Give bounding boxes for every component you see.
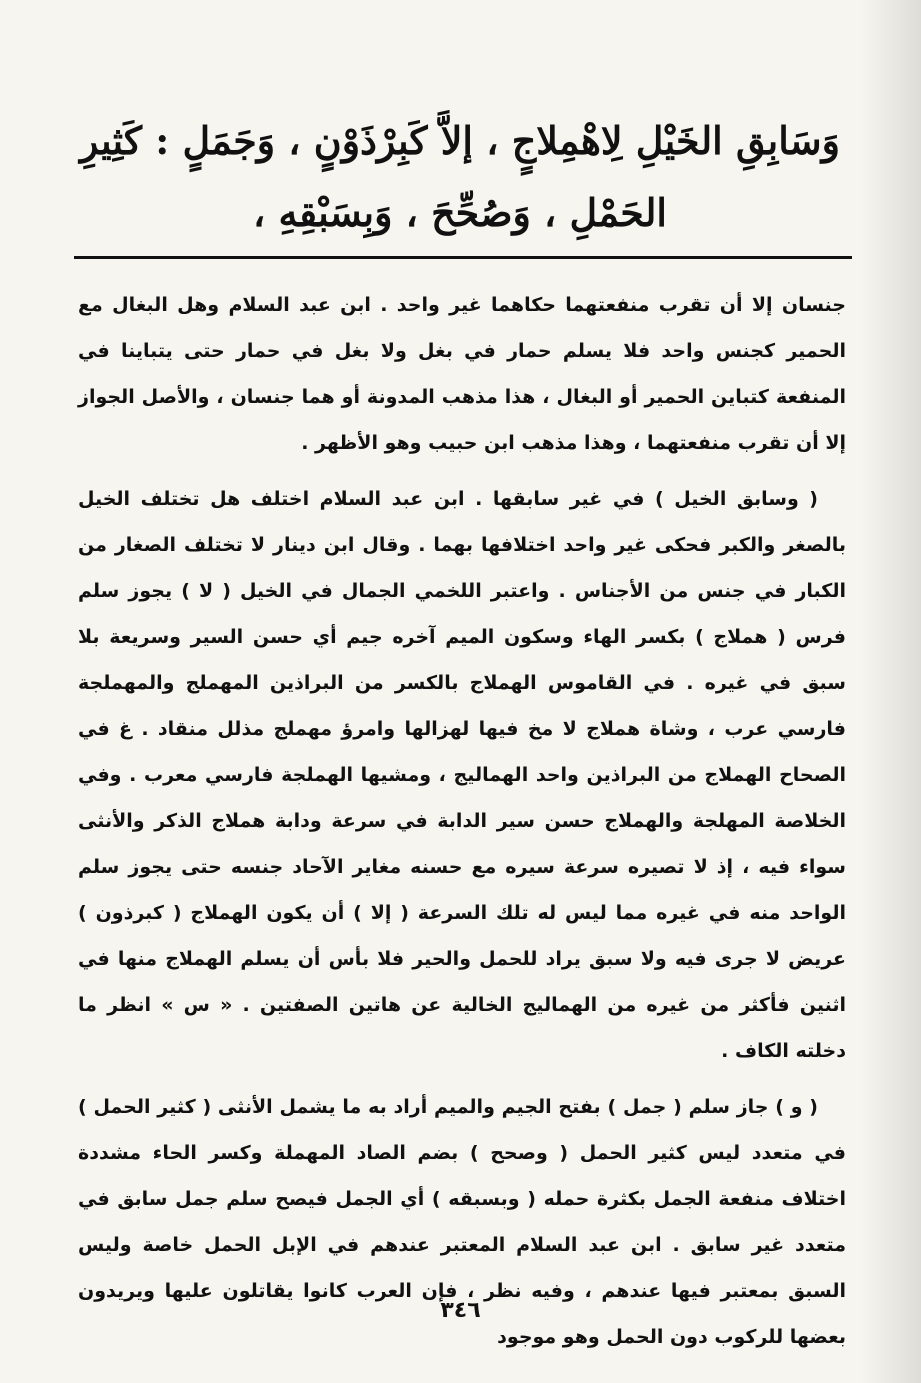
matn-line-2: الحَمْلِ ، وَصُحِّحَ ، وَبِسَبْقِهِ ، — [253, 190, 667, 235]
paragraph-2: ( وسابق الخيل ) في غير سابقها . ابن عبد السلام اختلف هل تختلف الخيل بالصغر والكبر فحكى غير واحد اختلافها بهما . وقال ابن دينار لا تختلف الصغار من الكبار في جنس من الأجناس . واعتبر اللخمي الجمال في الخيل ( لا ) يجوز سلم فرس ( هملاج ) بكسر الهاء وسكون الميم آخره جيم أي حسن السير وسريعة بلا سبق في غيره . في القاموس الهملاج بالكسر من البراذين المهملج والمهملجة فارسي عرب ، وشاة هملاج لا مخ فيها لهزالها وامرؤ مهملج مذلل منقاد . غ في الصحاح الهملاج من البراذين واحد الهماليج ، ومشيها الهملجة فارسي معرب . وفي الخلاصة المهلجة والهملاج حسن سير الدابة في سرعة ودابة هملاج الذكر والأنثى سواء فيه ، إذ لا تصيره سرعة سيره مع حسنه مغاير الآحاد جنسه حتى يجوز سلم الواحد منه في غيره مما ليس له تلك السرعة ( إلا ) أن يكون الهملاج ( كبرذون ) عريض لا جرى فيه ولا سبق يراد للحمل والحير فلا بأس أن يسلم الهملاج منها في اثنين فأكثر من غيره من الهماليج الخالية عن هاتين الصفتين . « س » انظر ما دخلته الكاف . — [78, 488, 846, 1062]
paragraph-3: ( و ) جاز سلم ( جمل ) بفتح الجيم والميم أراد به ما يشمل الأنثى ( كثير الحمل ) في متعدد ليس كثير الحمل ( وصحح ) بضم الصاد المهملة وكسر الحاء مشددة اختلاف منفعة الجمل بكثرة حمله ( وبسبقه ) أي الجمل فيصح سلم جمل سابق في متعدد غير سابق . ابن عبد السلام المعتبر عندهم في الإبل الحمل خاصة وليس السبق بمعتبر فيها عندهم ، وفيه نظر ، فإن العرب كانوا يقاتلون عليها ويريدون بعضها للركوب دون الحمل وهو موجود — [78, 1096, 846, 1348]
header-divider — [74, 256, 852, 259]
paragraph-1: جنسان إلا أن تقرب منفعتهما حكاهما غير واحد . ابن عبد السلام وهل البغال مع الحمير كجنس واحد فلا يسلم حمار في بغل ولا بغل في حمار حتى يتباينا في المنفعة كتباين الحمير أو البغال ، هذا مذهب المدونة أو هما جنسان ، والأصل الجواز إلا أن تقرب منفعتهما ، وهذا مذهب ابن حبيب وهو الأظهر . — [78, 294, 846, 454]
page-number: ٣٤٦ — [440, 1298, 481, 1323]
matn-line-1: وَسَابِقِ الخَيْلِ لِاهْمِلاجٍ ، إلاَّ كَبِرْذَوْنٍ ، وَجَمَلٍ : كَثِيرِ — [80, 118, 840, 163]
page-edge-shadow — [861, 0, 921, 1383]
commentary-body — [78, 282, 846, 1370]
